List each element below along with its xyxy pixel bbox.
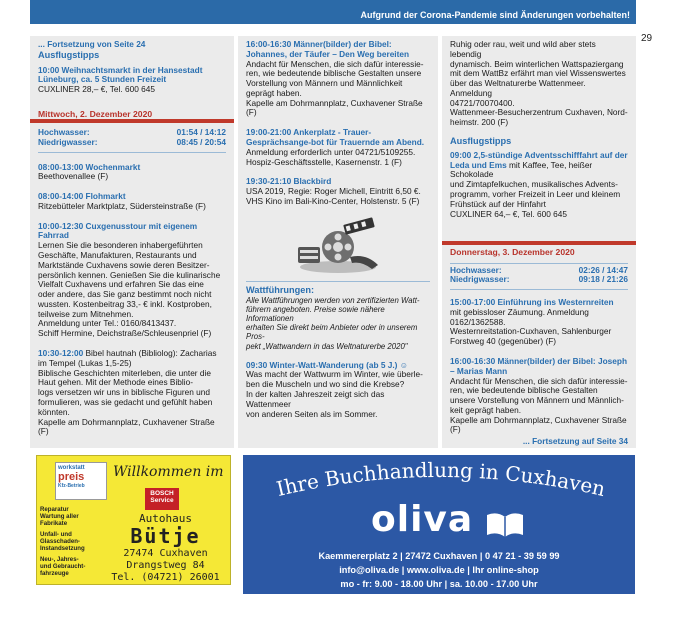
event-line: Marktstände Cuxhavens sowie deren Besitzer- bbox=[38, 259, 210, 270]
badge-top: workstatt bbox=[58, 465, 85, 471]
event-price: CUXLINER 28,– €, Tel. 600 645 bbox=[38, 84, 155, 95]
werkstatt-preis-logo bbox=[55, 462, 107, 500]
watt-title: Wattführungen: bbox=[246, 281, 430, 296]
event-line: dynamisch. Beim winterlichen Wattspaziergang bbox=[450, 58, 624, 69]
event-line: Ruhig oder rau, weit und wild aber stets lebendig bbox=[450, 39, 596, 59]
event-block bbox=[450, 151, 628, 219]
event-line: Lernen Sie die besonderen inhabergeführten bbox=[38, 240, 203, 251]
service-line: Reparatur bbox=[40, 506, 69, 513]
day-heading: Donnerstag, 3. Dezember 2020 bbox=[442, 241, 636, 257]
event-line: könnten. bbox=[38, 406, 70, 417]
autohaus-ad[interactable] bbox=[36, 455, 231, 585]
event-line: keit geprägt haben. bbox=[450, 404, 522, 415]
event-block bbox=[450, 298, 628, 347]
event-line: teilweise zum Mitnehmen. bbox=[38, 308, 134, 319]
low-value: 08:45 / 20:54 bbox=[176, 136, 226, 147]
event-head-2: Lüneburg, ca. 5 Stunden Freizeit bbox=[38, 74, 167, 85]
event-line: Was macht der Wattwurm im Winter, wie überle- bbox=[246, 369, 423, 380]
bosch-line-1: BOSCH bbox=[150, 490, 174, 497]
event-line: Wattenmeer-Besucherzentrum Cuxhaven, Nord- bbox=[450, 107, 628, 118]
high-value: 01:54 / 14:12 bbox=[176, 126, 226, 137]
event-head: 19:00-21:00 Ankerplatz - Trauer-Gesprächsange-bot für Trauernde am Abend. bbox=[246, 127, 425, 148]
event-line: Kapelle am Dohrmannplatz, Cuxhavener Straße (F) bbox=[246, 97, 423, 118]
event-line: formulieren, was sie gedacht und gefühlt haben bbox=[38, 396, 213, 407]
service-line: und Gebraucht- bbox=[40, 563, 86, 570]
service-line: Glasschaden- bbox=[40, 538, 80, 545]
event-line: programm, vorher Freizeit in Leer und kleinem bbox=[450, 189, 621, 200]
badge-bot: Kfz-Betrieb bbox=[58, 483, 85, 489]
watt-note bbox=[246, 296, 430, 351]
oliva-ad[interactable] bbox=[243, 455, 635, 594]
page-number: 29 bbox=[641, 33, 653, 44]
service-line: Instandsetzung bbox=[40, 545, 85, 552]
watt-line: pekt „Wattwandern in das Weltnaturerbe 2020" bbox=[246, 341, 408, 351]
event-line: mit dem WattBz erfährt man viel Wissenswertes bbox=[450, 68, 626, 79]
autohaus-phone: Tel. (04721) 26001 bbox=[111, 572, 220, 583]
low-value: 09:18 / 21:26 bbox=[578, 274, 628, 285]
event-line: Andacht für Menschen, die sich dafür interessie- bbox=[450, 375, 628, 386]
service-line: fahrzeuge bbox=[40, 570, 69, 577]
tips-title: Ausflugstipps bbox=[450, 136, 512, 147]
oliva-logo: oliva bbox=[371, 499, 474, 540]
event-line: Schiff Hermine, Deichstraße/Schleusenpriel (F) bbox=[38, 328, 212, 339]
high-label: Hochwasser: bbox=[38, 126, 90, 137]
event-line: und Zimtapfelkuchen, musikalisches Advents- bbox=[450, 179, 618, 190]
event-line: Biblische Geschichten miterleben, die unter die bbox=[38, 367, 211, 378]
event-line: Anmeldung unter Tel.: 0160/8413437. bbox=[38, 318, 177, 329]
slogan-text: Ihre Buchhandlung in Cuxhaven bbox=[274, 457, 608, 502]
event-block bbox=[246, 361, 430, 420]
column-1 bbox=[30, 36, 234, 448]
event-head: 10:00-12:30 Cuxgenusstour mit eigenem Fahrrad bbox=[38, 220, 198, 241]
event-line: geprägt haben. bbox=[246, 87, 302, 98]
low-label: Niedrigwasser: bbox=[38, 136, 98, 147]
autohaus-name: Bütje bbox=[130, 524, 201, 548]
event-block bbox=[246, 128, 430, 167]
event-title: Bibel hautnah (Bibliolog): Zacharias bbox=[83, 348, 217, 359]
event-head: 09:30 Winter-Watt-Wanderung (ab 5 J.) ☺ bbox=[246, 359, 409, 370]
autohaus-street: Drangstweg 84 bbox=[126, 560, 205, 571]
event-line: Vielfalt Cuxhavens und erfahren Sie das eine bbox=[38, 279, 204, 290]
column-3 bbox=[442, 36, 636, 448]
event-line: Westernreitstation-Cuxhaven, Sahlenburger bbox=[450, 326, 612, 337]
event-line: Vorstellung von Männern und Männlichkeit bbox=[246, 78, 403, 89]
svg-text:Ihre Buchhandlung in Cuxhaven bbox=[274, 458, 608, 501]
event-line: Andacht für Menschen, die sich dafür interessie- bbox=[246, 58, 424, 69]
bosch-service-logo bbox=[145, 488, 179, 510]
event-head: 19:30-21:10 Blackbird bbox=[246, 176, 332, 187]
badge-mid: preis bbox=[58, 471, 85, 483]
banner-text: Aufgrund der Corona-Pandemie sind Änderungen vorbehalten! bbox=[360, 10, 630, 20]
service-line: Fabrikate bbox=[40, 520, 68, 527]
event-line: persönlich kennen. Genießen Sie die kulinarische bbox=[38, 269, 221, 280]
event-head-2: Leda und Ems bbox=[450, 159, 507, 170]
event-line: Kapelle am Dohrmannplatz, Cuxhavener Straße (F) bbox=[38, 416, 215, 437]
tide-table bbox=[38, 128, 226, 153]
event-line: wussten. Kostenbeitrag 33,- € inkl. Kostproben, bbox=[38, 298, 212, 309]
event-block bbox=[38, 163, 226, 183]
event-head: 08:00-14:00 Flohmarkt bbox=[38, 191, 126, 202]
event-line: über das Weltnaturerbe Wattenmeer. Anmeldung bbox=[450, 78, 586, 98]
event-line: heimstr. 200 (F) bbox=[450, 117, 509, 128]
event-line: Haut gehen. Mit der Methode eines Biblio- bbox=[38, 377, 193, 388]
event-block bbox=[38, 349, 226, 437]
event-line: mit gebissloser Zäumung. Anmeldung bbox=[450, 306, 589, 317]
event-line: In der kalten Jahreszeit zeigt sich das Wattenmeer bbox=[246, 389, 385, 409]
autohaus-city: 27474 Cuxhaven bbox=[123, 548, 208, 559]
event-line: ren, wie bedeutende biblische Gestalten bbox=[450, 385, 598, 396]
event-head: 08:00-13:00 Wochenmarkt bbox=[38, 161, 141, 172]
event-line: ren, wie bedeutende biblische Gestalten unsere bbox=[246, 68, 422, 79]
tips-title: Ausflugstipps bbox=[38, 49, 100, 60]
event-head: 10:00 Weihnachtsmarkt in der Hansestadt bbox=[38, 64, 203, 75]
top-banner bbox=[30, 0, 636, 24]
oliva-address: Kaemmererplatz 2 | 27472 Cuxhaven | 0 47 21 - 39 59 99 bbox=[318, 551, 560, 561]
event-line: USA 2019, Regie: Roger Michell, Eintritt 6,50 €. bbox=[246, 186, 421, 197]
event-body: Beethovenallee (F) bbox=[38, 171, 109, 182]
event-body: Ritzebütteler Marktplatz, Südersteinstraße (F) bbox=[38, 200, 206, 211]
service-line: Neu-, Jahres- bbox=[40, 556, 79, 563]
event-line: Geschäfte, Manufakturen, Restaurants und bbox=[38, 250, 197, 261]
service-line: Wartung aller bbox=[40, 513, 79, 520]
high-label: Hochwasser: bbox=[450, 264, 502, 275]
event-head: 16:00-16:30 Männer(bilder) der Bibel: Johannes, der Täufer – Den Weg bereiten bbox=[246, 39, 410, 59]
event-block bbox=[38, 192, 226, 212]
event-line: ben die Muscheln und wo sind die Krebse? bbox=[246, 379, 405, 390]
watt-line: Alle Wattführungen werden von zertifizierten Watt- bbox=[246, 295, 420, 305]
event-line: Forstweg 40 (gegenüber) (F) bbox=[450, 336, 557, 347]
continued-from[interactable]: ... Fortsetzung von Seite 24 bbox=[38, 39, 146, 49]
day-heading: Mittwoch, 2. Dezember 2020 bbox=[30, 107, 234, 123]
event-line: mit Kaffee, Tee, heißer Schokolade bbox=[450, 159, 593, 180]
event-block bbox=[450, 357, 628, 435]
event-line: von anderen Seiten als im Sommer. bbox=[246, 408, 378, 419]
event-block bbox=[246, 40, 430, 118]
bosch-line-2: Service bbox=[150, 497, 174, 505]
book-icon bbox=[485, 509, 525, 539]
event-line: CUXLINER 64,– €, Tel. 600 645 bbox=[450, 208, 567, 219]
watt-line: führern angeboten. Preise sowie nähere Informationen bbox=[246, 304, 385, 323]
event-head: 15:00-17:00 Einführung ins Westernreiten bbox=[450, 297, 614, 308]
event-time: 10:30-12:00 bbox=[38, 348, 84, 359]
event-line: VHS Kino im Bali-Kino-Center, Holstenstr. 5 (F) bbox=[246, 195, 420, 206]
event-block bbox=[246, 177, 430, 206]
event-line: 0162/1362588. bbox=[450, 316, 506, 327]
event-line: Anmeldung erforderlich unter 04721/5109255. bbox=[246, 146, 416, 157]
continued-to[interactable]: ... Fortsetzung auf Seite 34 bbox=[522, 436, 628, 447]
event-line: Frühstück auf der Hinfahrt bbox=[450, 198, 546, 209]
high-value: 02:26 / 14:47 bbox=[578, 264, 628, 275]
event-line: im Tempel (Lukas 1,5-25) bbox=[38, 357, 132, 368]
event-block bbox=[38, 222, 226, 339]
event-head: 09:00 2,5-stündige Adventsschifffahrt auf der bbox=[450, 149, 628, 160]
event-block bbox=[450, 40, 628, 128]
event-block bbox=[38, 66, 226, 95]
cinema-icon bbox=[246, 217, 430, 275]
service-line: Unfall- und bbox=[40, 531, 72, 538]
services-list bbox=[37, 504, 95, 586]
event-line: Kapelle am Dohrmannplatz, Cuxhavener Straße (F) bbox=[450, 414, 627, 435]
column-2 bbox=[238, 36, 438, 448]
watt-line: erhalten Sie direkt beim Anbieter oder in unserem Pros- bbox=[246, 323, 418, 342]
autohaus-label: Autohaus bbox=[139, 512, 192, 525]
event-line: 04721/7007040​0. bbox=[450, 97, 515, 108]
event-head: 16:00-16:30 Männer(bilder) der Bibel: Joseph – Marias Mann bbox=[450, 355, 628, 376]
oliva-web[interactable]: info@oliva.de | www.oliva.de | Ihr online-shop bbox=[339, 565, 539, 575]
welcome-text: Willkommen im bbox=[113, 464, 224, 480]
event-line: logs versetzen wir uns in biblische Figuren und bbox=[38, 387, 211, 398]
event-line: unsere Vorstellung von Männern und Männlich- bbox=[450, 395, 624, 406]
event-line: oder andere, das Sie ganz bestimmt noch nicht bbox=[38, 289, 212, 300]
oliva-hours: mo - fr: 9.00 - 18.00 Uhr | sa. 10.00 - 17.00 Uhr bbox=[340, 579, 538, 589]
low-label: Niedrigwasser: bbox=[450, 274, 510, 285]
event-line: Hospiz-Geschäftsstelle, Kasernenstr. 1 (F) bbox=[246, 156, 402, 167]
tide-table bbox=[450, 263, 628, 291]
